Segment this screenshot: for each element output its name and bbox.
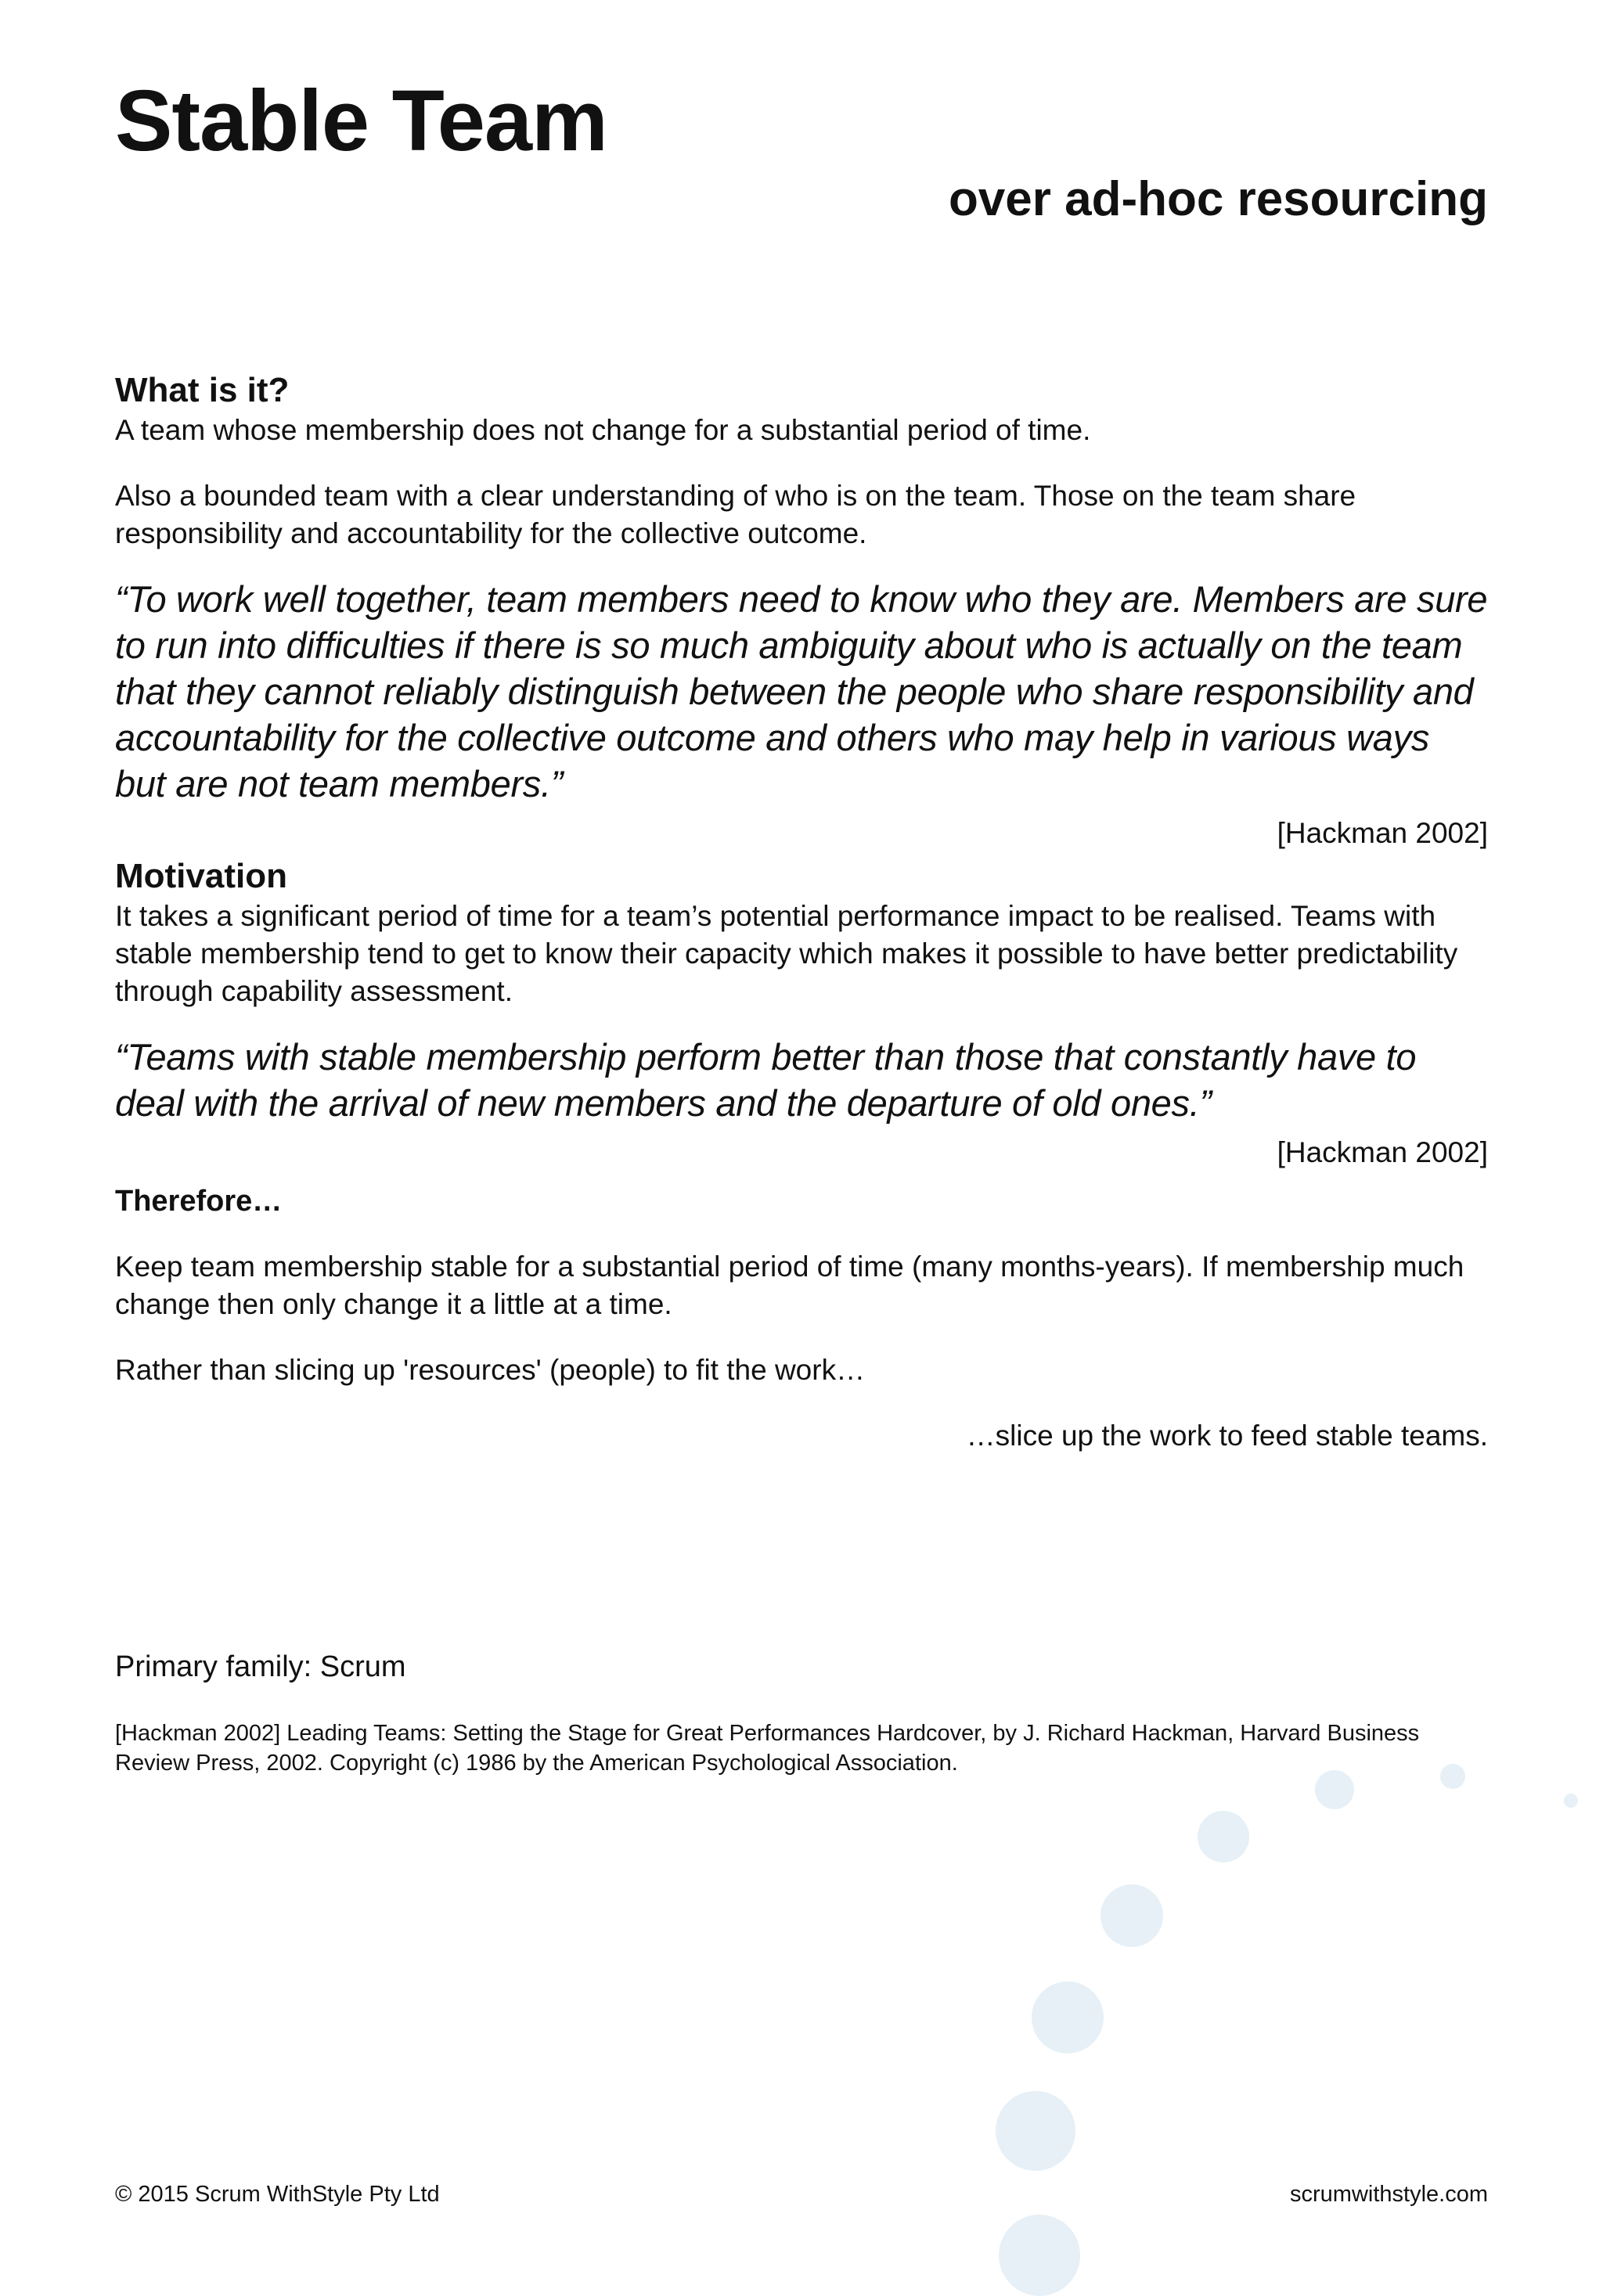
motivation-heading: Motivation	[115, 857, 287, 895]
hackman-quote-stability: “Teams with stable membership perform better than those that constantly have to deal with the arrival of new members and the departure of old ones.”	[115, 1036, 1417, 1124]
definition-paragraph: A team whose membership does not change for a substantial period of time.	[115, 414, 1091, 446]
motivation-section	[115, 855, 1488, 1171]
website-link[interactable]: scrumwithstyle.com	[1290, 2182, 1488, 2207]
bibliography-reference: [Hackman 2002] Leading Teams: Setting the Stage for Great Performances Hardcover, by J. Richard Hackman, Harvard Business Review Press, 2002. Copyright (c) 1986 by the American Psychological Association.	[115, 1721, 1420, 1776]
therefore-heading: Therefore…	[115, 1185, 283, 1218]
motivation-paragraph: It takes a significant period of time for a team’s potential performance impact to be realised. Teams with stable membership tend to get to know their capacity which makes it possible to have better predictability through capability assessment.	[115, 900, 1458, 1007]
copyright-notice: © 2015 Scrum WithStyle Pty Ltd	[115, 2182, 440, 2207]
slicing-paragraph: Rather than slicing up 'resources' (people) to fit the work…	[115, 1354, 866, 1386]
decorative-bubble	[1032, 1981, 1104, 2053]
recommendation-paragraph: Keep team membership stable for a substantial period of time (many months-years). If membership much change then only change it a little at a time.	[115, 1251, 1464, 1320]
decorative-bubble	[999, 2215, 1080, 2296]
bounded-team-paragraph: Also a bounded team with a clear understanding of who is on the team. Those on the team share responsibility and accountability for the collective outcome.	[115, 480, 1356, 549]
decorative-bubble	[1564, 1794, 1578, 1808]
what-is-it-section	[115, 369, 1488, 852]
primary-family: Primary family: Scrum	[115, 1650, 406, 1683]
quote-citation: [Hackman 2002]	[1277, 817, 1488, 849]
quote-citation: [Hackman 2002]	[1277, 1136, 1488, 1168]
therefore-section	[115, 1182, 1488, 1455]
page-title: Stable Team	[115, 73, 607, 169]
what-is-it-heading: What is it?	[115, 371, 290, 409]
hackman-quote-membership: “To work well together, team members need to know who they are. Members are sure to run into difficulties if there is so much ambiguity about who is actually on the team that they cannot reliably distinguish between the people who share responsibility and accountability for the collective outcome and others who may help in various ways but are not team members.”	[115, 578, 1488, 804]
decorative-bubble	[1198, 1811, 1249, 1862]
main-content	[115, 369, 1488, 1455]
conclusion-line: …slice up the work to feed stable teams.	[966, 1420, 1488, 1452]
page-subtitle: over ad-hoc resourcing	[948, 172, 1488, 226]
decorative-bubble	[1100, 1884, 1163, 1947]
decorative-bubble	[996, 2091, 1075, 2171]
